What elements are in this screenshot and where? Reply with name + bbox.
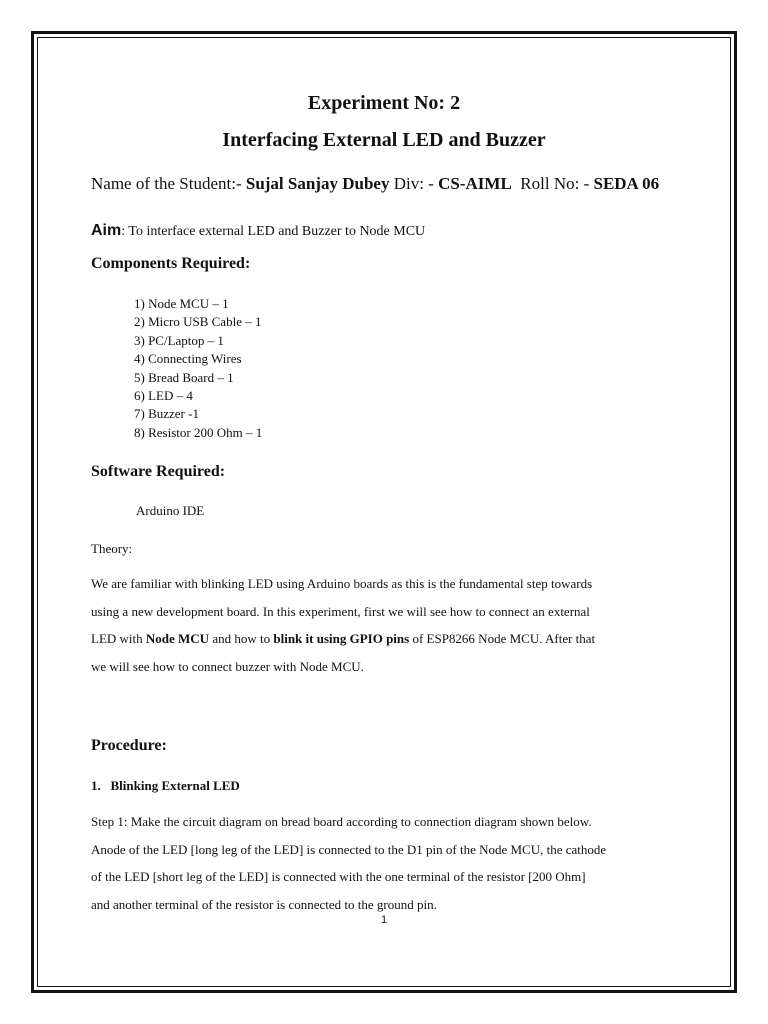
paragraph-line: Anode of the LED [long leg of the LED] is connected to the D1 pin of the Node MCU, the cathode [91, 841, 607, 857]
components-heading: Components Required: [91, 255, 251, 272]
experiment-title: Experiment No: 2 [307, 92, 461, 114]
list-item: 8) Resistor 200 Ohm – 1 [134, 424, 263, 440]
components-list [134, 295, 262, 442]
student-name: Sujal Sanjay Dubey [245, 174, 390, 193]
aim-label: Aim [91, 222, 122, 239]
page-number: 1 [380, 914, 388, 926]
list-item: 6) LED – 4 [134, 388, 193, 404]
experiment-subtitle: Interfacing External LED and Buzzer [222, 129, 546, 151]
student-div: CS-AIML [438, 174, 512, 193]
aim-text: : To interface external LED and Buzzer to Node MCU [121, 224, 426, 239]
paragraph-line: using a new development board. In this experiment, first we will see how to connect an external [91, 603, 590, 619]
list-item: 1) Node MCU – 1 [134, 296, 229, 311]
list-item: 2) Micro USB Cable – 1 [134, 314, 262, 330]
roll-label: Roll No: - [511, 174, 594, 193]
procedure-heading: Procedure: [91, 737, 167, 754]
list-item: 3) PC/Laptop – 1 [134, 332, 224, 348]
paragraph-line: of the LED [short leg of the LED] is connected with the one terminal of the resistor [200 Ohm] [91, 869, 586, 884]
student-info [91, 174, 659, 194]
name-label: Name of the Student:- [91, 174, 246, 193]
software-item: Arduino IDE [136, 503, 205, 518]
paragraph-line: We are familiar with blinking LED using Arduino boards as this is the fundamental step towards [91, 576, 593, 591]
procedure-subheading: 1. Blinking External LED [91, 778, 240, 793]
paragraph-line: we will see how to connect buzzer with Node MCU. [91, 658, 364, 674]
theory-label: Theory: [91, 541, 133, 556]
paragraph-line: and another terminal of the resistor is connected to the ground pin. [91, 896, 437, 912]
student-roll: SEDA 06 [593, 174, 660, 193]
software-heading: Software Required: [91, 463, 226, 480]
div-label: Div: - [389, 174, 439, 193]
text-run: of ESP8266 Node MCU. After that [409, 631, 596, 646]
text-run: and how to [209, 631, 274, 646]
list-item: 5) Bread Board – 1 [134, 369, 234, 385]
list-item: 7) Buzzer -1 [134, 406, 199, 422]
list-item: 4) Connecting Wires [134, 351, 242, 367]
bold-run: blink it using GPIO pins [273, 631, 410, 646]
bold-run: Node MCU [145, 631, 210, 646]
paragraph-line [91, 625, 691, 653]
theory-paragraph [91, 570, 691, 680]
step1-paragraph [91, 808, 691, 918]
text-run: LED with [91, 631, 146, 646]
aim-line [91, 222, 425, 240]
paragraph-line: Step 1: Make the circuit diagram on bread board according to connection diagram shown below. [91, 814, 592, 829]
